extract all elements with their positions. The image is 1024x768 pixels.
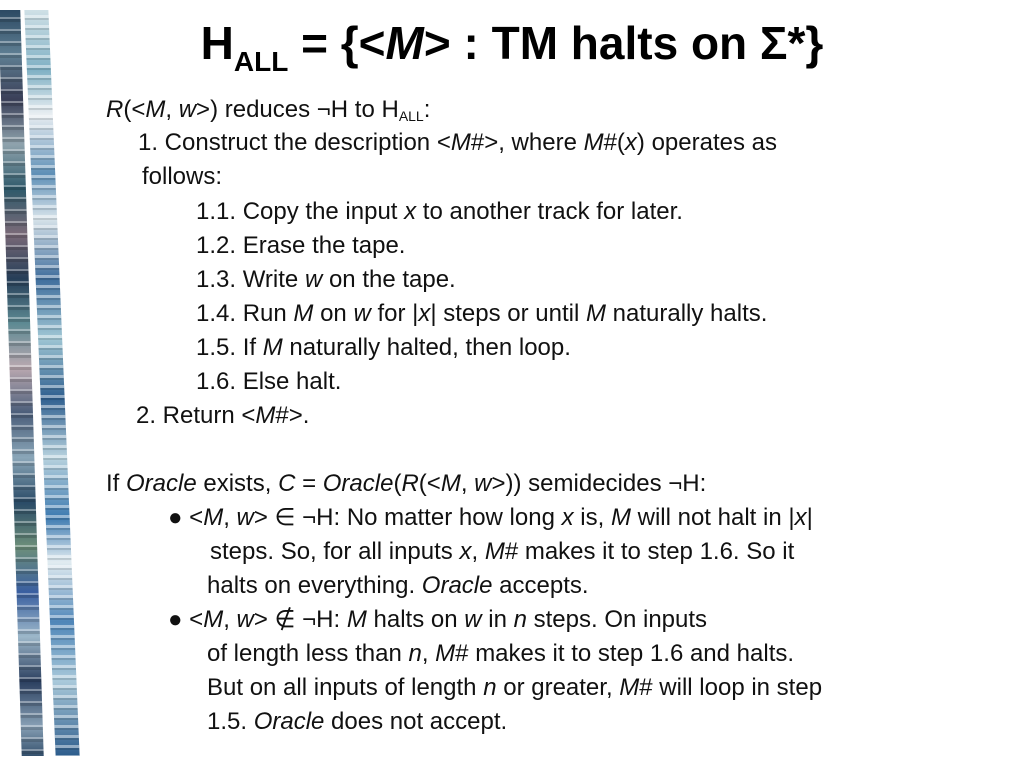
step-1-1: 1.1. Copy the input x to another track for later.	[196, 198, 683, 225]
step-1-6: 1.6. Else halt.	[196, 368, 342, 395]
step-1-3: 1.3. Write w on the tape.	[196, 266, 456, 293]
step-1-5: 1.5. If M naturally halted, then loop.	[196, 334, 571, 361]
step-1-line: 1. Construct the description <M#>, where M#(x) operates as	[138, 129, 777, 156]
bullet-1-line-3: halts on everything. Oracle accepts.	[207, 572, 589, 599]
bullet-2-line-1: ● <M, w> ∉ ¬H: M halts on w in n steps. On inputs	[168, 606, 708, 633]
bullet-2-line-3: But on all inputs of length n or greater, M# will loop in step	[207, 674, 823, 701]
slide-title: $H_{ALL} = \{<M>$ : TM halts on Σ*}	[200, 17, 824, 77]
step-1-4: 1.4. Run M on w for |x| steps or until M naturally halts.	[196, 300, 768, 327]
bullet-1-line-2: steps. So, for all inputs x, M# makes it to step 1.6. So it	[210, 538, 795, 565]
oracle-statement: If Oracle exists, C = Oracle(R(<M, w>)) semidecides ¬H:	[106, 470, 707, 497]
step-1-2: 1.2. Erase the tape.	[196, 232, 406, 259]
bullet-1-line-1: ● <M, w> ∈ ¬H: No matter how long x is, M will not halt in |x|	[168, 504, 813, 531]
bullet-2-line-4: 1.5. Oracle does not accept.	[207, 708, 508, 735]
step-2-line: 2. Return <M#>.	[136, 402, 310, 429]
bullet-2-line-2: of length less than n, M# makes it to step 1.6 and halts.	[207, 640, 795, 667]
step-1-continuation: follows:	[142, 163, 223, 190]
reduction-heading: R(<M, w>) reduces ¬H to $H_{ALL}$:	[106, 96, 431, 124]
